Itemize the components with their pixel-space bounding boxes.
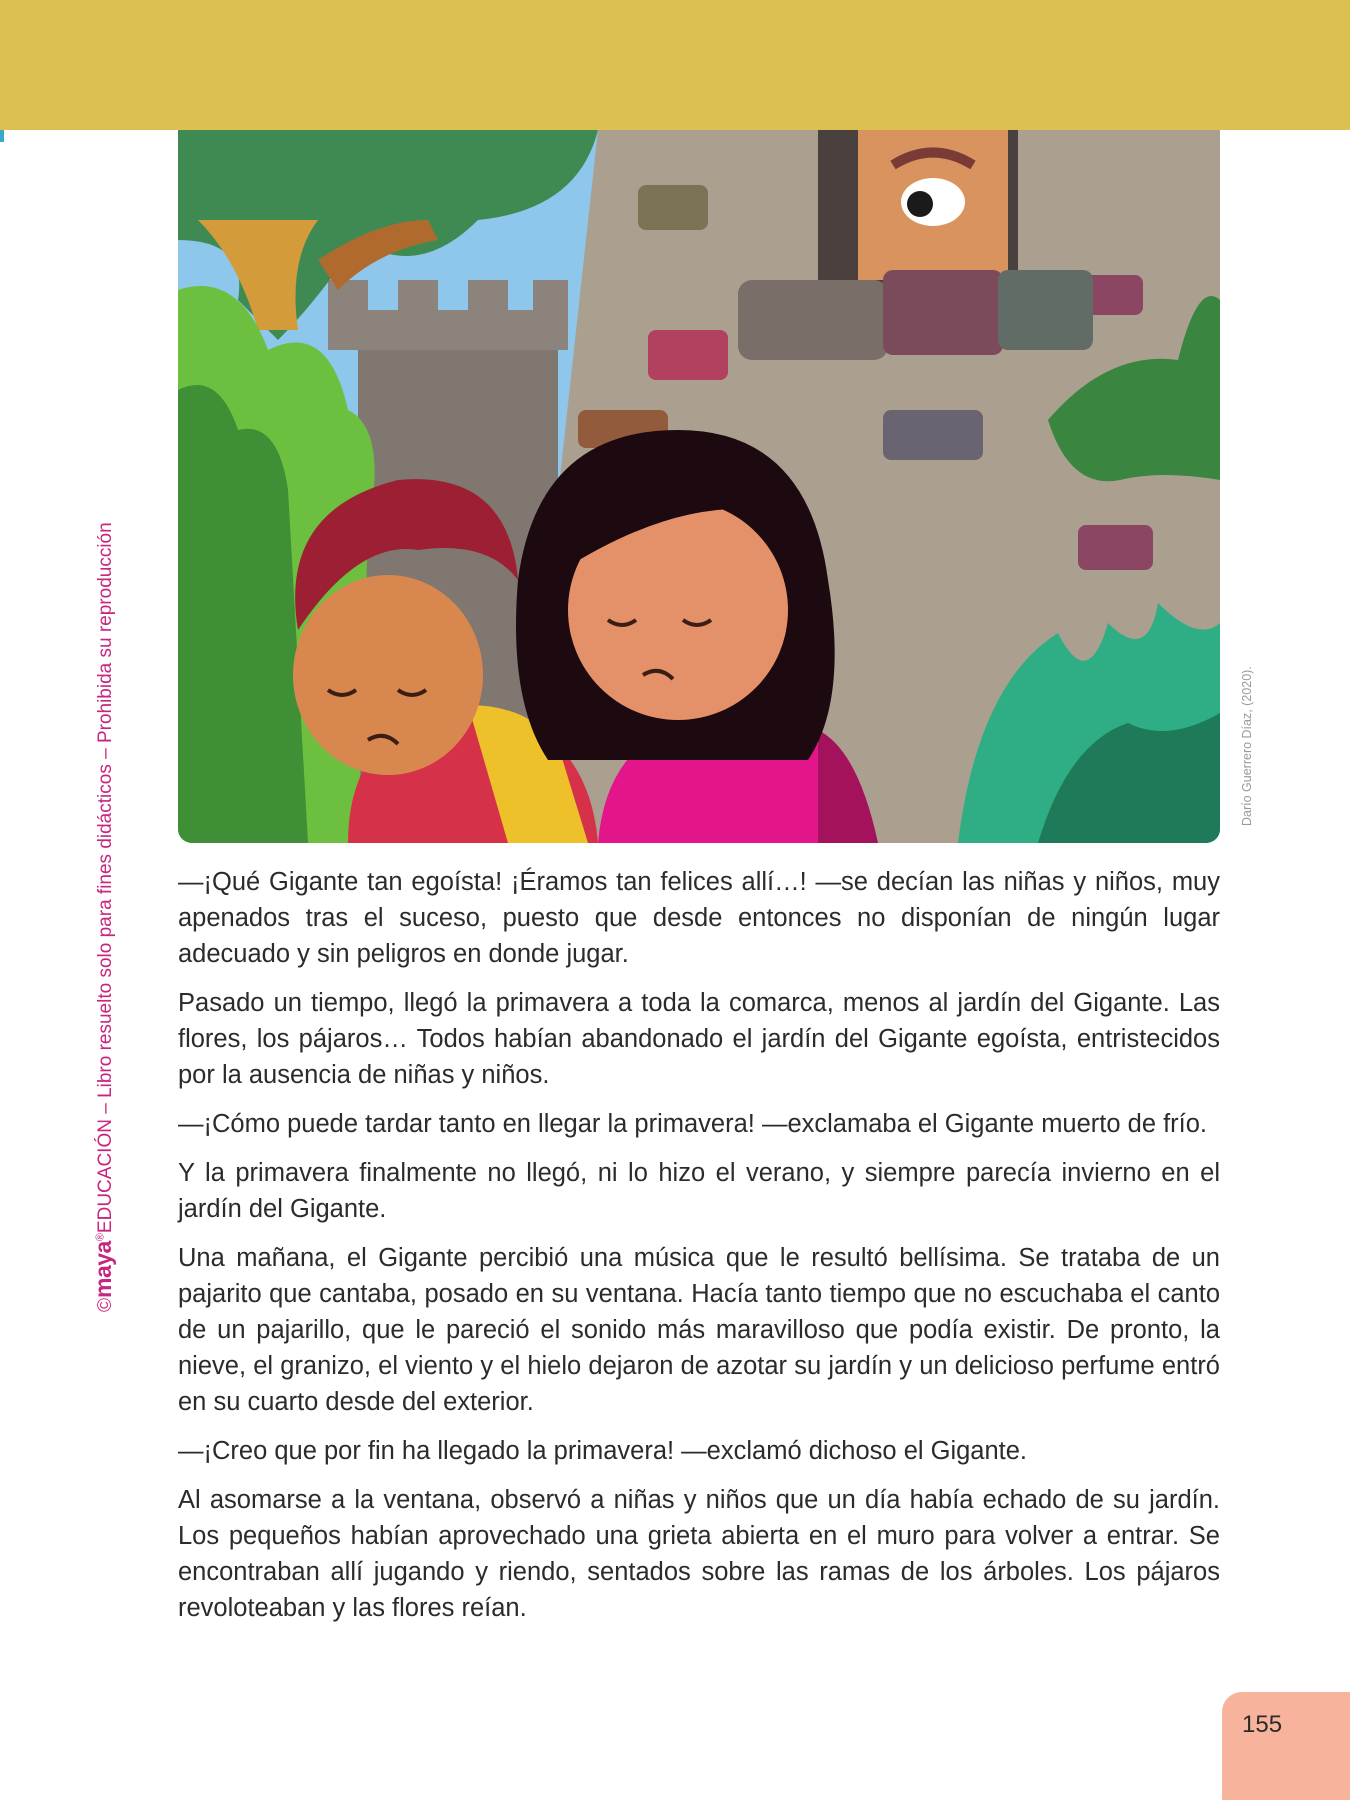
copyright-side-note [90, 522, 117, 1312]
paragraph: —¡Creo que por fin ha llegado la primavera! —exclamó dichoso el Gigante. [178, 1437, 1028, 1465]
illustration-credit: Darío Guerrero Díaz, (2020). [1240, 666, 1254, 826]
illustration-art [178, 130, 1220, 843]
paragraph: Y la primavera finalmente no llegó, ni lo hizo el verano, y siempre parecía invierno en el jardín del Gigante. [178, 1159, 1220, 1223]
story-illustration [178, 130, 1220, 843]
page-number: 155 [1242, 1711, 1283, 1738]
registered-symbol: ® [94, 1233, 107, 1242]
page-number-tab [1222, 1692, 1350, 1800]
paragraph: —¡Cómo puede tardar tanto en llegar la primavera! —exclamaba el Gigante muerto de frío. [178, 1110, 1208, 1138]
top-accent-mark [0, 130, 4, 142]
paragraph: —¡Qué Gigante tan egoísta! ¡Éramos tan felices allí…! —se decían las niñas y niños, muy apenados tras el suceso, puesto que desde entonces no disponían de ningún lugar adecuado y sin peligros en donde jugar. [178, 868, 1220, 968]
copyright-symbol: © [95, 1298, 116, 1312]
paragraph: Una mañana, el Gigante percibió una música que le resultó bellísima. Se trataba de un pajarito que cantaba, posado en su ventana. Hacía tanto tiempo que no escuchaba el canto de un pajarillo, que le pareció el sonido más maravilloso que podía existir. De pronto, la nieve, el granizo, el viento y el hielo dejaron de azotar su jardín y un delicioso perfume entró en su cuarto desde del exterior. [178, 1244, 1220, 1416]
story-text [178, 864, 1220, 1639]
top-color-band [0, 0, 1350, 130]
brand-logo-text: maya [90, 1241, 116, 1298]
paragraph: Pasado un tiempo, llegó la primavera a toda la comarca, menos al jardín del Gigante. Las flores, los pájaros… Todos habían abandonado el jardín del Gigante egoísta, entristecidos por la ausencia de niñas y niños. [178, 989, 1220, 1089]
paragraph: Al asomarse a la ventana, observó a niñas y niños que un día había echado de su jardín. Los pequeños habían aprovechado una grieta abierta en el muro para volver a entrar. Se encontraban allí jugando y riendo, sentados sobre las ramas de los árboles. Los pájaros revoloteaban y las flores reían. [178, 1486, 1220, 1622]
side-note-text: EDUCACIÓN – Libro resuelto solo para fines didácticos – Prohibida su reproducción [95, 522, 116, 1234]
